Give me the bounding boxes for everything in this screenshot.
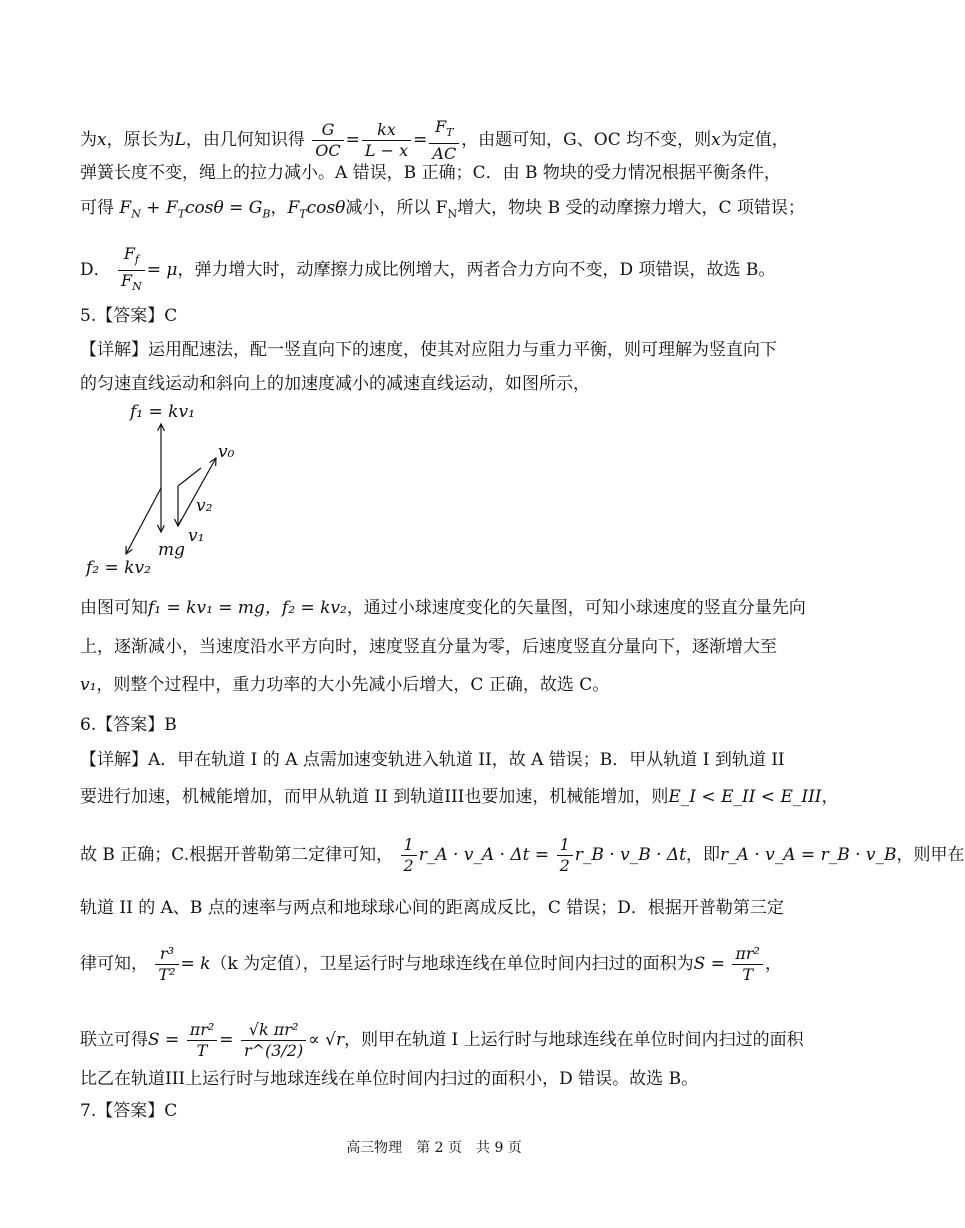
page-footer: 高三物理 第 2 页 共 9 页 — [346, 1140, 522, 1156]
fraction-pir2-t: $\frac{\text{πr²}}{T}$ — [187, 1020, 218, 1061]
fraction-ff-fn: $\frac{F_f}{F_N}$ — [118, 244, 145, 297]
paragraph-line: 弹簧长度不变，绳上的拉力减小。A 错误，B 正确；C．由 B 物块的受力情况根据平衡条件， — [80, 163, 781, 183]
paragraph-line: 可得 $F_N + F_T\cos\theta = G_B$，$F_T\cos\theta$减小，所以 $F_N$增大，物块 B 受的动摩擦力增大，C 项错误； — [80, 198, 805, 221]
paragraph-line: 比乙在轨道III上运行时与地球连线在单位时间内扫过的面积小，D 错误。故选 B。 — [80, 1069, 699, 1089]
paragraph-line: 律可知， $\frac{\text{r³}}{\text{T²}}$ = k（k 为定值），卫星运行时与地球连线在单位时间内扫过的面积为S = $\frac{\text{πr²}}{T}$ ， — [80, 944, 782, 984]
label-v1: v₁ — [188, 526, 205, 546]
answer-heading: 5.【答案】C — [80, 306, 178, 326]
label-v0: v₀ — [218, 442, 235, 462]
answer-heading: 7.【答案】C — [80, 1101, 178, 1121]
fraction-pir2-t: $\frac{\text{πr²}}{T}$ — [732, 944, 763, 985]
label-v2: v₂ — [196, 496, 213, 516]
paragraph-line: 联立可得S = $\frac{\text{πr²}}{T}$ = $\frac{\text{√k πr²}}{r\^{}(3/2)}$ ∝ √r，则甲在轨道 I 上运行时与地球连线在单位时间内扫过的面积 — [80, 1020, 804, 1060]
label-f1: f₁ = kv₁ — [130, 402, 195, 422]
paragraph-line: 的匀速直线运动和斜向上的加速度减小的减速直线运动，如图所示， — [80, 374, 590, 394]
velocity-vector-figure — [86, 398, 266, 588]
answer-heading: 6.【答案】B — [80, 715, 177, 735]
paragraph-line: 【详解】运用配速法，配一竖直向下的速度，使其对应阻力与重力平衡，则可理解为竖直向下 — [80, 340, 777, 360]
fraction-ft-ac: $\frac{F_T}{AC}$ — [429, 117, 459, 164]
fraction-r3-t2: $\frac{\text{r³}}{\text{T²}}$ — [155, 944, 178, 985]
fraction-sqrtk: $\frac{\text{√k πr²}}{r\^{}(3/2)}$ — [241, 1020, 306, 1061]
paragraph-line: 【详解】A．甲在轨道 I 的 A 点需加速变轨进入轨道 II，故 A 错误；B．甲从轨道 I 到轨道 II — [80, 750, 785, 770]
paragraph-line: 要进行加速，机械能增加，而甲从轨道 II 到轨道III也要加速，机械能增加，则E_I < E_II < E_III， — [80, 787, 839, 807]
paragraph-line: 上，逐渐减小，当速度沿水平方向时，速度竖直分量为零，后速度竖直分量向下，逐渐增大至 — [80, 637, 777, 657]
label-mg: mg — [158, 540, 186, 560]
fraction-kx: $\frac{kx}{L - x}$ — [362, 120, 411, 161]
paragraph-line: v₁，则整个过程中，重力功率的大小先减小后增大，C 正确，故选 C。 — [80, 675, 610, 695]
fraction-g-oc: $\frac{G}{OC}$ — [312, 120, 343, 161]
fraction-half: $\frac{1}{2}$ — [557, 835, 573, 876]
paragraph-line: 为x，原长为L，由几何知识得 $\frac{G}{OC}$ = $\frac{kx}{L - x}$ = $\frac{F_T}{AC}$ ，由题可知，G、OC 均不变，则x为定值， — [80, 117, 789, 164]
f2-arrow — [126, 488, 161, 554]
paragraph-line: 轨道 II 的 A、B 点的速率与两点和地球球心间的距离成反比，C 错误；D．根据开普勒第三定 — [80, 898, 784, 918]
v2-segment — [178, 468, 201, 486]
label-f2: f₂ = kv₂ — [86, 558, 151, 578]
paragraph-line: 故 B 正确；C.根据开普勒第二定律可知， $\frac{1}{2}$ r_A · v_A · Δt = $\frac{1}{2}$ r_B · v_B · Δt，即r_A · v_A = r_B · v_B，则甲在 — [80, 835, 965, 875]
paragraph-line: 由图可知f₁ = kv₁ = mg，f₂ = kv₂，通过小球速度变化的矢量图，可知小球速度的竖直分量先向 — [80, 598, 806, 618]
paragraph-line: D． $\frac{F_f}{F_N}$ = μ，弹力增大时，动摩擦力成比例增大，两者合力方向不变，D 项错误，故选 B。 — [80, 244, 800, 297]
fraction-half: $\frac{1}{2}$ — [401, 835, 417, 876]
